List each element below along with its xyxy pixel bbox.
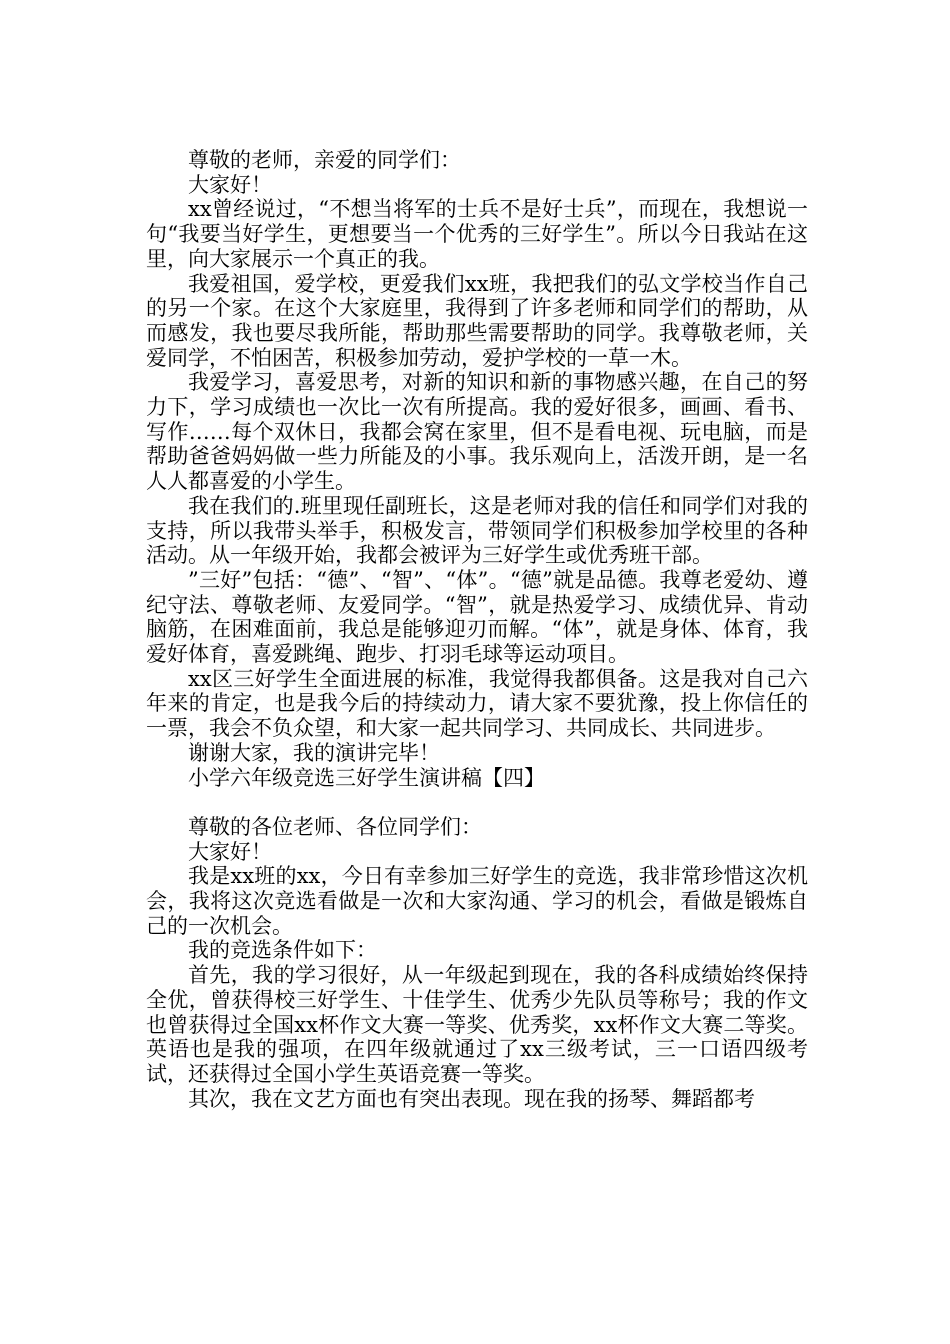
- body-paragraph: 我的竞选条件如下：: [188, 938, 377, 963]
- document-page: [146, 148, 808, 1111]
- body-paragraph: 我在我们的.班里现任副班长，这是老师对我的信任和同学们对我的支持，所以我带头举手，积极发言，带领同学们积极参加学校里的各种活动。从一年级开始，我都会被评为三好学生或优秀班干部。: [146, 493, 808, 568]
- body-paragraph: ”三好”包括：“德”、“智”、“体”。“德”就是品德。我尊老爱幼、遵纪守法、尊敬老师、友爱同学。“智”，就是热爱学习、成绩优异、肯动脑筋，在困难面前，我总是能够迎刃而解。“体”，就是身体、体育，我爱好体育，喜爱跳绳、跑步、打羽毛球等运动项目。: [146, 567, 808, 667]
- body-paragraph: xx区三好学生全面进展的标准，我觉得我都俱备。这是我对自己六年来的肯定，也是我今后的持续动力，请大家不要犹豫，投上你信任的一票，我会不负众望，和大家一起共同学习、共同成长、共同进步。: [146, 666, 808, 741]
- blank-line: [146, 790, 808, 815]
- greeting-line: 尊敬的老师，亲爱的同学们：: [188, 148, 461, 172]
- greeting-line: 尊敬的各位老师、各位同学们：: [188, 814, 482, 839]
- hello-line: 大家好！: [188, 172, 272, 197]
- body-paragraph: 我是xx班的xx，今日有幸参加三好学生的竞选，我非常珍惜这次机会，我将这次竞选看做是一次和大家沟通、学习的机会，看做是锻炼自己的一次机会。: [146, 864, 808, 938]
- body-paragraph: 我爱学习，喜爱思考，对新的知识和新的事物感兴趣，在自己的努力下，学习成绩也一次比一次有所提高。我的爱好很多，画画、看书、写作……每个双休日，我都会窝在家里，但不是看电视、玩电脑，而是帮助爸爸妈妈做一些力所能及的小事。我乐观向上，活泼开朗，是一名人人都喜爱的小学生。: [146, 370, 808, 494]
- hello-line: 大家好！: [188, 839, 272, 864]
- body-paragraph: xx曾经说过，“不想当将军的士兵不是好士兵”，而现在，我想说一句“我要当好学生，更想要当一个优秀的三好学生”。所以今日我站在这里，向大家展示一个真正的我。: [146, 197, 808, 271]
- section-title: 小学六年级竞选三好学生演讲稿【四】: [188, 765, 545, 790]
- body-paragraph: 我爱祖国，爱学校，更爱我们xx班，我把我们的弘文学校当作自己的另一个家。在这个大家庭里，我得到了许多老师和同学们的帮助，从而感发，我也要尽我所能，帮助那些需要帮助的同学。我尊敬老师，关爱同学，不怕困苦，积极参加劳动，爱护学校的一草一木。: [146, 271, 808, 370]
- body-paragraph: 其次，我在文艺方面也有突出表现。现在我的扬琴、舞蹈都考: [188, 1086, 755, 1111]
- thanks-line: 谢谢大家，我的演讲完毕！: [188, 740, 440, 765]
- body-paragraph: 首先，我的学习很好，从一年级起到现在，我的各科成绩始终保持全优，曾获得校三好学生、十佳学生、优秀少先队员等称号；我的作文也曾获得过全国xx杯作文大赛一等奖、优秀奖，xx杯作文大赛二等奖。英语也是我的强项，在四年级就通过了xx三级考试，三一口语四级考试，还获得过全国小学生英语竞赛一等奖。: [146, 963, 808, 1086]
